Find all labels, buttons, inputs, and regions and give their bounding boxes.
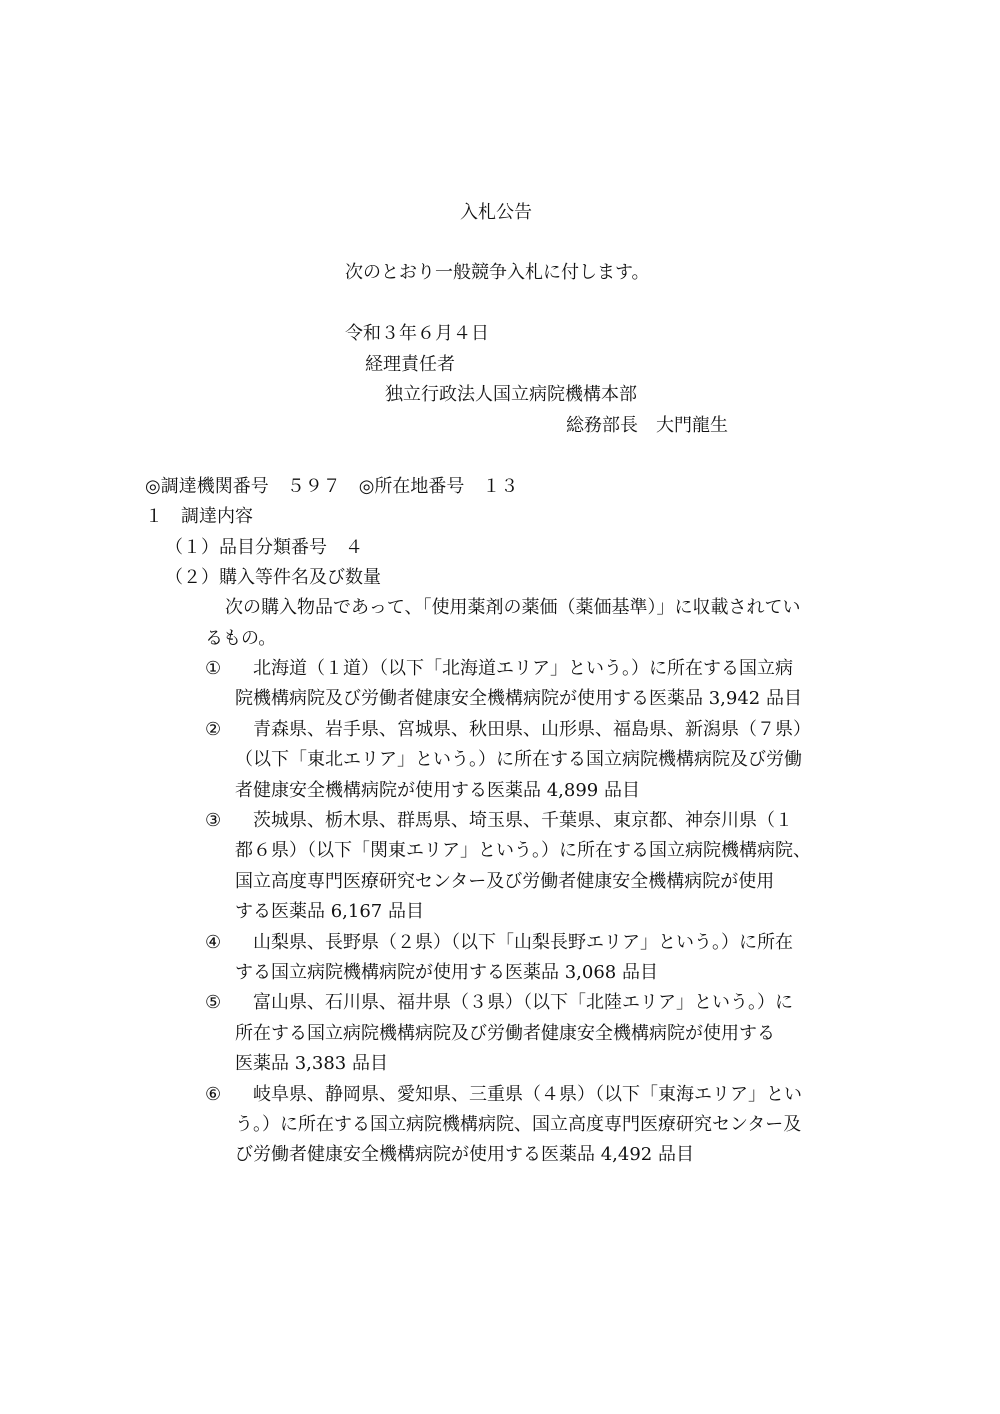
area-line: う。）に所在する国立病院機構病院、国立高度専門医療研究センター及 [235, 1114, 802, 1135]
area-marker: ⑥ [205, 1084, 222, 1105]
area-line: 茨城県、栃木県、群馬県、埼玉県、千葉県、東京都、神奈川県（１ [235, 810, 793, 831]
area-marker: ⑤ [205, 992, 222, 1013]
notice-title: 入札公告 [460, 202, 532, 223]
notice-date: 令和３年６月４日 [345, 323, 489, 344]
official-role: 経理責任者 [365, 354, 455, 375]
section-heading: １ 調達内容 [145, 506, 253, 527]
area-line: 岐阜県、静岡県、愛知県、三重県（４県）（以下「東海エリア」とい [235, 1084, 802, 1105]
area-line: 山梨県、長野県（２県）（以下「山梨長野エリア」という。）に所在 [235, 932, 793, 953]
item-purchase-name: （２）購入等件名及び数量 [165, 567, 381, 588]
area-marker: ④ [205, 932, 222, 953]
area-line: び労働者健康安全機構病院が使用する医薬品 4,492 品目 [235, 1144, 694, 1165]
area-line: 国立高度専門医療研究センター及び労働者健康安全機構病院が使用 [235, 871, 775, 892]
area-line: 富山県、石川県、福井県（３県）（以下「北陸エリア」という。）に [235, 992, 793, 1013]
area-line: する医薬品 6,167 品目 [235, 901, 424, 922]
area-line: 北海道（１道）（以下「北海道エリア」という。）に所在する国立病 [235, 658, 793, 679]
area-line: 青森県、岩手県、宮城県、秋田県、山形県、福島県、新潟県（７県） [235, 719, 811, 740]
area-marker: ③ [205, 810, 222, 831]
area-marker: ① [205, 658, 222, 679]
area-line: 都６県）（以下「関東エリア」という。）に所在する国立病院機構病院、 [235, 840, 811, 861]
notice-intro: 次のとおり一般競争入札に付します。 [345, 262, 650, 283]
area-line: 者健康安全機構病院が使用する医薬品 4,899 品目 [235, 780, 640, 801]
description-line: 次の購入物品であって、「使用薬剤の薬価（薬価基準）」に収載されてい [225, 597, 801, 618]
area-line: 院機構病院及び労働者健康安全機構病院が使用する医薬品 3,942 品目 [235, 688, 802, 709]
area-marker: ② [205, 719, 222, 740]
area-line: する国立病院機構病院が使用する医薬品 3,068 品目 [235, 962, 658, 983]
item-classification: （１）品目分類番号 ４ [165, 537, 363, 558]
area-line: 医薬品 3,383 品目 [235, 1053, 388, 1074]
area-line: 所在する国立病院機構病院及び労働者健康安全機構病院が使用する [235, 1023, 775, 1044]
signatory: 総務部長 大門龍生 [566, 415, 728, 436]
organization-name: 独立行政法人国立病院機構本部 [385, 384, 637, 405]
area-line: （以下「東北エリア」という。）に所在する国立病院機構病院及び労働 [235, 749, 802, 770]
description-line: るもの。 [205, 628, 277, 649]
procurement-codes: ◎調達機関番号 ５９７ ◎所在地番号 １３ [145, 476, 519, 497]
